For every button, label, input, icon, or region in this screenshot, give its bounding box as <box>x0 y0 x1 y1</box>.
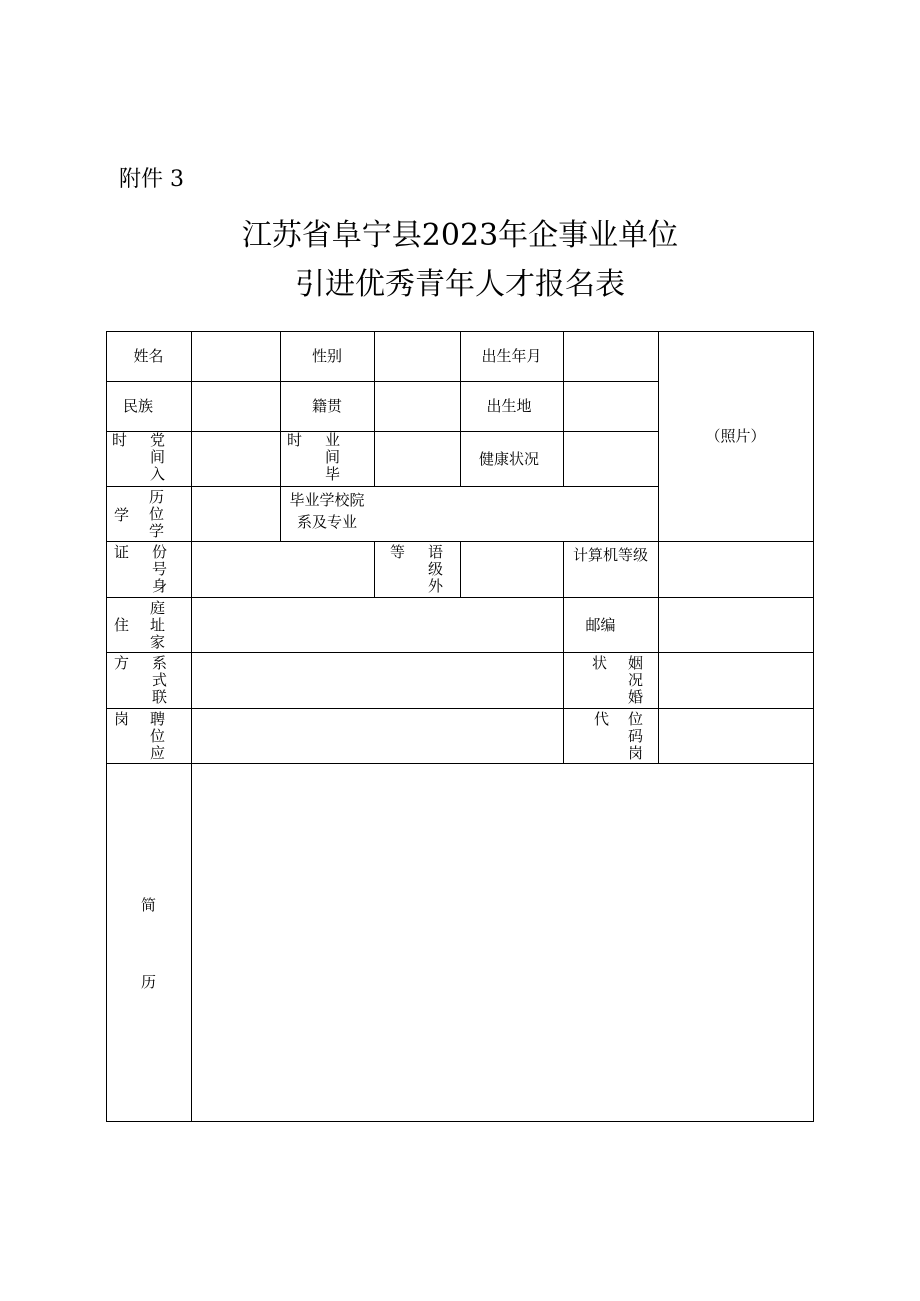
party-time-label-part: 时 <box>112 431 128 449</box>
name-field[interactable] <box>193 333 279 380</box>
foreign-lang-field[interactable] <box>462 543 562 596</box>
position-code-label-part: 位 <box>628 710 644 728</box>
table-border-right <box>813 331 814 1122</box>
position-code-field[interactable] <box>660 710 812 762</box>
name-label: 姓名 <box>133 347 164 365</box>
grad-time-label-part: 间 <box>325 448 341 466</box>
birthplace-label: 出生地 <box>486 397 532 415</box>
contact-label-part: 方 <box>114 654 130 672</box>
form-title-line-1: 江苏省阜宁县2023年企事业单位 <box>241 218 679 253</box>
row-divider <box>106 486 659 487</box>
grad-time-field[interactable] <box>376 433 459 485</box>
native-place-label: 籍贯 <box>311 397 342 415</box>
party-time-field[interactable] <box>193 433 279 485</box>
home-address-label-part: 住 <box>114 616 130 634</box>
health-label: 健康状况 <box>478 450 539 468</box>
degree-label-part: 位 <box>149 505 165 523</box>
contact-label-part: 式 <box>152 671 168 689</box>
id-number-label-part: 号 <box>152 560 168 578</box>
resume-label-part: 历 <box>140 973 156 991</box>
school-major-field[interactable] <box>376 488 657 540</box>
native-place-field[interactable] <box>376 383 459 430</box>
marital-label-part: 婚 <box>628 688 644 706</box>
row-divider <box>106 381 659 382</box>
foreign-lang-label-part: 语 <box>428 543 444 561</box>
contact-label-part: 系 <box>152 654 168 672</box>
column-divider <box>191 331 192 1122</box>
marital-label-part: 状 <box>592 654 608 672</box>
marital-field[interactable] <box>660 654 812 707</box>
position-code-label-part: 岗 <box>628 744 644 762</box>
position-label-part: 应 <box>150 744 166 762</box>
form-title-line-2: 引进优秀青年人才报名表 <box>295 267 625 302</box>
column-divider <box>658 331 659 764</box>
birth-date-field[interactable] <box>565 333 657 380</box>
position-label-part: 岗 <box>114 710 130 728</box>
home-address-label-part: 家 <box>150 633 166 651</box>
degree-label-part: 历 <box>149 488 165 506</box>
column-divider <box>460 541 461 598</box>
gender-label: 性别 <box>311 347 342 365</box>
marital-label-part: 况 <box>628 671 644 689</box>
ethnicity-label: 民族 <box>122 397 153 415</box>
school-major-label-line-2: 系及专业 <box>296 513 357 531</box>
party-time-label-part: 间 <box>150 448 166 466</box>
contact-field[interactable] <box>193 654 562 707</box>
party-time-label-part: 党 <box>150 431 166 449</box>
foreign-lang-label-part: 外 <box>428 577 444 595</box>
id-number-label-part: 证 <box>114 543 130 561</box>
position-label-part: 聘 <box>150 710 166 728</box>
column-divider <box>374 541 375 598</box>
row-divider <box>106 708 814 709</box>
resume-field[interactable] <box>193 765 812 1120</box>
marital-label-part: 姻 <box>628 654 644 672</box>
column-divider <box>563 541 564 764</box>
gender-field[interactable] <box>376 333 459 380</box>
degree-label-part: 学 <box>149 522 165 540</box>
position-code-label-part: 码 <box>628 727 644 745</box>
postcode-field[interactable] <box>660 599 812 651</box>
table-border-left <box>106 331 107 1122</box>
photo-area[interactable] <box>660 333 812 540</box>
degree-field[interactable] <box>193 488 279 540</box>
id-number-label-part: 身 <box>152 577 168 595</box>
grad-time-label-part: 业 <box>325 431 341 449</box>
contact-label-part: 联 <box>152 688 168 706</box>
birth-date-label: 出生年月 <box>481 347 542 365</box>
id-number-field[interactable] <box>193 543 373 596</box>
grad-time-label-part: 时 <box>287 431 303 449</box>
foreign-lang-label-part: 级 <box>428 560 444 578</box>
school-major-label-line-1: 毕业学校院 <box>289 491 365 509</box>
photo-placeholder: （照片） <box>705 427 766 445</box>
home-address-field[interactable] <box>193 599 562 651</box>
ethnicity-field[interactable] <box>193 383 279 430</box>
position-label-part: 位 <box>150 727 166 745</box>
foreign-lang-label-part: 等 <box>390 543 406 561</box>
row-divider <box>106 763 814 764</box>
row-divider <box>106 652 814 653</box>
grad-time-label-part: 毕 <box>325 465 341 483</box>
position-field[interactable] <box>193 710 562 762</box>
home-address-label-part: 址 <box>150 616 166 634</box>
computer-level-label: 计算机等级 <box>572 546 648 564</box>
degree-label-part: 学 <box>114 506 130 524</box>
attachment-label: 附件 3 <box>119 167 184 192</box>
column-divider <box>374 331 375 487</box>
postcode-label: 邮编 <box>585 616 616 634</box>
party-time-label-part: 入 <box>150 465 166 483</box>
birthplace-field[interactable] <box>565 383 657 430</box>
position-code-label-part: 代 <box>594 710 610 728</box>
computer-level-field[interactable] <box>660 543 812 596</box>
health-field[interactable] <box>565 433 657 485</box>
resume-label-part: 简 <box>140 896 156 914</box>
row-divider <box>106 431 659 432</box>
id-number-label-part: 份 <box>152 543 168 561</box>
table-border-bottom <box>106 1121 814 1122</box>
column-divider <box>563 331 564 487</box>
home-address-label-part: 庭 <box>150 599 166 617</box>
